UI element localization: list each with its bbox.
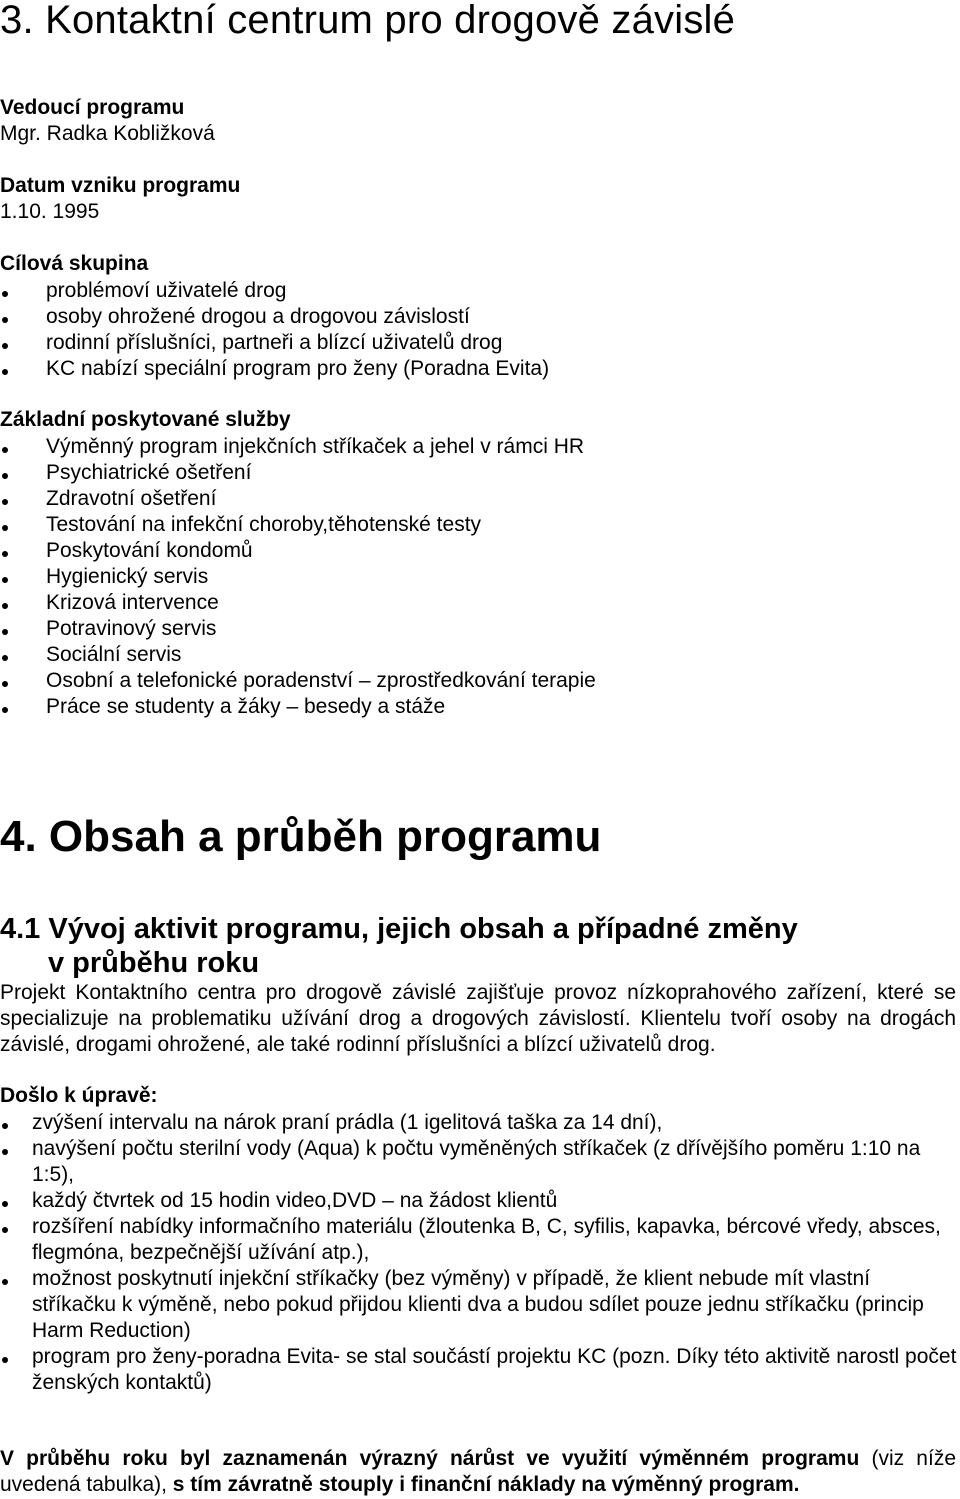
final-normal: (viz níže uvedená tabulka), xyxy=(0,1447,956,1496)
list-item: KC nabízí speciální program pro ženy (Poradna Evita) xyxy=(0,356,549,382)
list-item: každý čtvrtek od 15 hodin video,DVD – na žádost klientů xyxy=(0,1188,958,1214)
list-item: navýšení počtu sterilní vody (Aqua) k počtu vyměněných stříkaček (z dřívějšího poměru 1:10 na 1:5), xyxy=(0,1136,958,1188)
list-item: program pro ženy-poradna Evita- se stal součástí projektu KC (pozn. Díky této aktivitě narostl počet ženských kontaktů) xyxy=(0,1344,958,1396)
leader-value: Mgr. Radka Kobližková xyxy=(0,122,215,145)
list-item: osoby ohrožené drogou a drogovou závislostí xyxy=(0,304,549,330)
section-4-title: 4. Obsah a průběh programu xyxy=(0,812,602,861)
changes-label: Došlo k úpravě: xyxy=(0,1084,158,1107)
list-item: Poskytování kondomů xyxy=(0,538,596,564)
section-4-1-title xyxy=(0,912,798,980)
list-item: Potravinový servis xyxy=(0,616,596,642)
list-item: Hygienický servis xyxy=(0,564,596,590)
list-item: Osobní a telefonické poradenství – zprostředkování terapie xyxy=(0,668,596,694)
services-list xyxy=(0,434,596,720)
final-paragraph xyxy=(0,1446,956,1498)
final-bold-2: s tím závratně stouply i finanční náklady na výměnný program. xyxy=(172,1473,800,1496)
leader-label: Vedoucí programu xyxy=(0,96,185,119)
list-item: Výměnný program injekčních stříkaček a jehel v rámci HR xyxy=(0,434,596,460)
list-item: Sociální servis xyxy=(0,642,596,668)
list-item: Psychiatrické ošetření xyxy=(0,460,596,486)
target-group-label: Cílová skupina xyxy=(0,252,149,275)
list-item: Práce se studenty a žáky – besedy a stáže xyxy=(0,694,596,720)
list-item: zvýšení intervalu na nárok praní prádla (1 igelitová taška za 14 dní), xyxy=(0,1110,958,1136)
list-item: Testování na infekční choroby,těhotenské testy xyxy=(0,512,596,538)
list-item: Zdravotní ošetření xyxy=(0,486,596,512)
list-item: problémoví uživatelé drog xyxy=(0,278,549,304)
list-item: možnost poskytnutí injekční stříkačky (bez výměny) v případě, že klient nebude mít vlastní stříkačku k výměně, nebo pokud přijdou klienti dva a budou sdílet pouze jednu stříkačku (princip Harm Reduction) xyxy=(0,1266,958,1344)
founded-label: Datum vzniku programu xyxy=(0,174,241,197)
section-3-title: 3. Kontaktní centrum pro drogově závislé xyxy=(0,0,736,42)
list-item: rodinní příslušníci, partneři a blízcí uživatelů drog xyxy=(0,330,549,356)
section-4-1-title-line2: v průběhu roku xyxy=(48,947,260,979)
changes-list xyxy=(0,1110,958,1396)
intro-paragraph: Projekt Kontaktního centra pro drogově závislé zajišťuje provoz nízkoprahového zařízení, které se specializuje na problematiku užívání drog a drogových závislostí. Klientelu tvoří osoby na drogách závislé, drogami ohrožené, ale také rodinní příslušníci a blízcí uživatelů drog. xyxy=(0,981,956,1056)
list-item: rozšíření nabídky informačního materiálu (žloutenka B, C, syfilis, kapavka, bércové vředy, absces, flegmóna, bezpečnější užívání atp.), xyxy=(0,1214,958,1266)
services-label: Základní poskytované služby xyxy=(0,408,291,431)
founded-value: 1.10. 1995 xyxy=(0,200,100,223)
list-item: Krizová intervence xyxy=(0,590,596,616)
section-4-1-title-line1: 4.1 Vývoj aktivit programu, jejich obsah a případné změny xyxy=(0,913,798,945)
final-bold-1: V průběhu roku byl zaznamenán výrazný nárůst ve využití výměnném programu xyxy=(0,1447,860,1470)
target-group-list xyxy=(0,278,549,382)
